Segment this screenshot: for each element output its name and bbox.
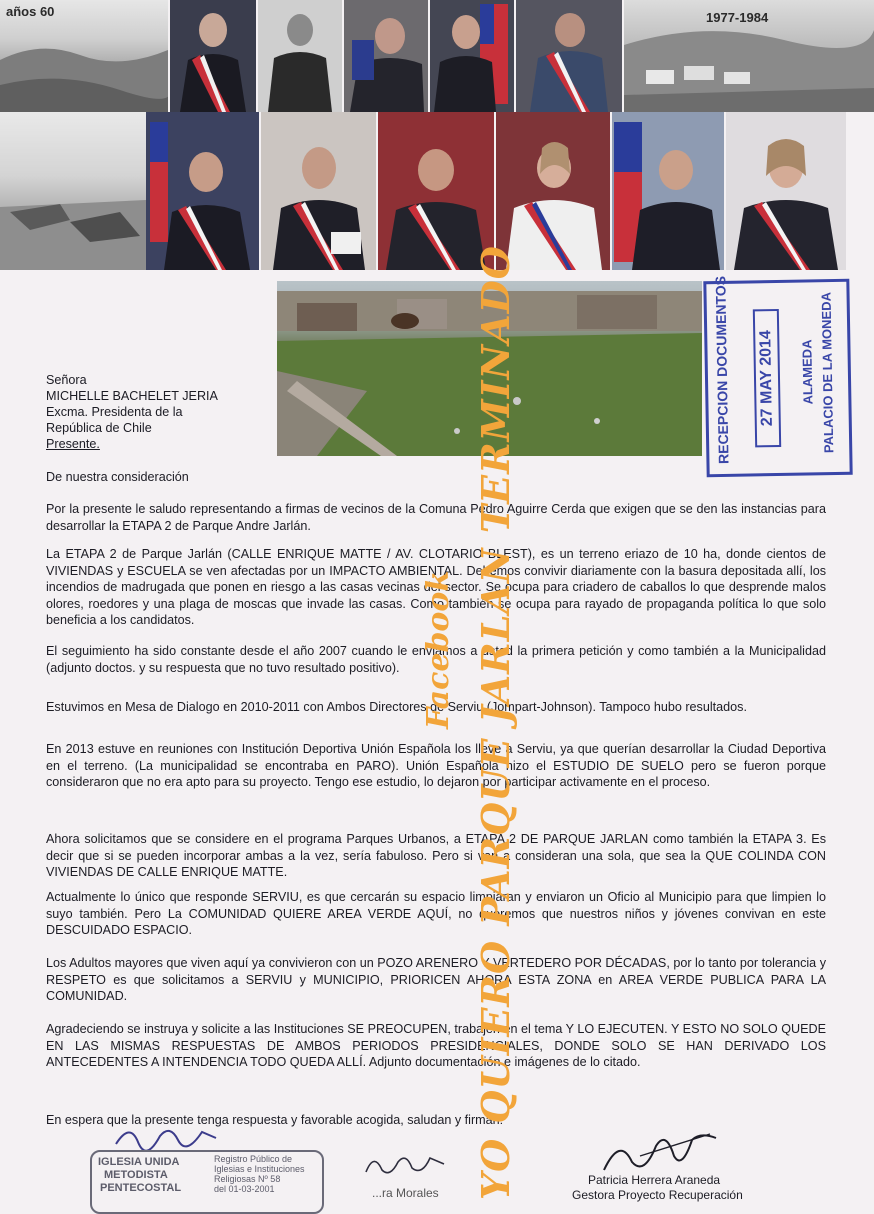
closing-line: En espera que la presente tenga respuesta y favorable acogida, saludan y firman: bbox=[46, 1113, 504, 1127]
addressee-title: Excma. Presidenta de la bbox=[46, 405, 183, 419]
paragraph-9: Agradeciendo se instruya y solicite a las Instituciones SE PREOCUPEN, trabajen en el tema Y LO EJECUTEN. Y ESTO NO SOLO QUEDE EN LAS MISMAS RESPUESTAS DE AMBOS PERIODOS PRESIDENCIALES, DONDE SOLO SE HAN DERIVADO LOS ANTECEDENTES A INTENDENCIA TODO QUEDA ALLÍ. Adjunto documentación e imágenes de lo citado. bbox=[46, 1022, 826, 1070]
stamp-palace: PALACIO DE LA MONEDA bbox=[818, 291, 837, 453]
signature-right bbox=[600, 1126, 720, 1176]
paragraph-7: Actualmente lo único que responde SERVIU, es que cercarán su espacio limpiaran y enviaron un Oficio al Municipio para que limpien lo suyo también. Pero La COMUNIDAD QUIERE AREA VERDE AQUÍ, no queremos que nuestros niños y jóvenes convivan en este DESCUIDADO ESPACIO. bbox=[46, 890, 826, 938]
president-portrait-2 bbox=[258, 0, 342, 112]
stamp-reception-label: RECEPCION DOCUMENTOS bbox=[712, 275, 732, 465]
signatory-middle-name: ...ra Morales bbox=[372, 1186, 439, 1200]
stamp-date: 27 MAY 2014 bbox=[753, 309, 781, 447]
president-portrait-1 bbox=[170, 0, 256, 112]
seal-registry-line-4: del 01-03-2001 bbox=[214, 1184, 275, 1194]
signatory-right-role: Gestora Proyecto Recuperación bbox=[572, 1188, 743, 1202]
paragraph-8: Los Adultos mayores que viven aquí ya convivieron con un POZO ARENERO Y VERTEDERO POR DÉCADAS, por lo tanto por tolerancia y RESPETO es que solicitamos a SERVIU y MUNICIPIO, PRIORICEN AHORA ESTA ZONA en AREA VERDE PUBLICA PARA LA COMUNIDAD. bbox=[46, 956, 826, 1004]
reception-stamp bbox=[703, 275, 852, 478]
seal-registry-line-2: Iglesias e Instituciones bbox=[214, 1164, 305, 1174]
seal-registry-line-3: Religiosas Nº 58 bbox=[214, 1174, 281, 1184]
addressee-name: MICHELLE BACHELET JERIA bbox=[46, 389, 218, 403]
paragraph-4: Estuvimos en Mesa de Dialogo en 2010-2011 con Ambos Directores de Serviu (Jompart-Johnson). Tampoco hubo resultados. bbox=[46, 700, 747, 714]
signature-left bbox=[112, 1118, 222, 1154]
president-portrait-7 bbox=[261, 112, 376, 270]
greeting: De nuestra consideración bbox=[46, 470, 189, 484]
president-portrait-3 bbox=[344, 0, 428, 112]
paragraph-3: El seguimiento ha sido constante desde el año 2007 cuando le enviamos a usted la primera petición y como también a la Municipalidad (adjunto doctos. y su respuesta que no tuvo resultado positivo). bbox=[46, 644, 826, 675]
signatory-right-name: Patricia Herrera Araneda bbox=[588, 1173, 721, 1187]
seal-org-line-2: METODISTA bbox=[104, 1169, 168, 1181]
overlay-slogan: YO QUIERO PARQUE JARLAN TERMINADO bbox=[473, 245, 518, 1200]
paragraph-5: En 2013 estuve en reuniones con Institución Deportiva Unión Española los lleve a Serviu, ya que querían desarrollar la Ciudad Deportiva en el terreno. (La municipalidad se encontraba en PARO). Unión Española hizo el ESTUDIO DE SUELO pero se fueron porque consideraron que no era apto para su proyecto. Tengo ese estudio, lo dejaron por participar activamente en el proceso. bbox=[46, 742, 826, 790]
address-salutation: Señora bbox=[46, 373, 87, 387]
seal-registry-line-1: Registro Público de bbox=[214, 1154, 293, 1164]
paragraph-6: Ahora solicitamos que se considere en el programa Parques Urbanos, a ETAPA 2 DE PARQUE JARLAN como también la ETAPA 3. Es decir que si se pueden incorporar ambas a la vez, sería fabuloso. Pero si van a consideran una sola, que sea la QUE COLINDA CON VIVIENDAS DE CALLE ENRIQUE MATTE. bbox=[46, 832, 826, 880]
president-portrait-6 bbox=[146, 112, 259, 270]
president-portrait-10 bbox=[612, 112, 724, 270]
president-portrait-11 bbox=[726, 112, 846, 270]
president-portrait-5 bbox=[516, 0, 622, 112]
seal-org-line-3: PENTECOSTAL bbox=[100, 1182, 182, 1194]
addressee-presente: Presente. bbox=[46, 437, 100, 451]
seal-org-line-1: IGLESIA UNIDA bbox=[98, 1156, 180, 1168]
president-portrait-4 bbox=[430, 0, 514, 112]
church-seal bbox=[90, 1150, 324, 1214]
era-left-label: años 60 bbox=[6, 4, 55, 19]
stamp-alameda: ALAMEDA bbox=[799, 339, 816, 406]
overlay-facebook: Facebook bbox=[421, 570, 456, 730]
paragraph-2: La ETAPA 2 de Parque Jarlán (CALLE ENRIQUE MATTE / AV. CLOTARIO BLEST), es un terreno eriazo de 10 ha, donde cientos de VIVIENDAS y ESCUELA se ven afectadas por un IMPACTO AMBIENTAL. Debemos convivir diariamente con la basura depositada allí, los incendios de madrugada que ponen en riesgo a las casas vecinas del sector. Se ocupa para criadero de caballos lo que desprende malos olores, roedores y una plaga de moscas que invade las casas. Como también se ocupa para rayado de propaganda política lo que solo beneficia a los candidatos. bbox=[46, 547, 826, 628]
paragraph-1: Por la presente le saludo representando a firmas de vecinos de la Comuna Pedro Aguirre Cerda que exigen que se den las instancias para desarrollar la ETAPA 2 de Parque Andre Jarlán. bbox=[46, 502, 826, 533]
signature-middle bbox=[360, 1148, 450, 1182]
landscape-photo-trash bbox=[0, 112, 146, 270]
era-right-label: 1977-1984 bbox=[706, 10, 769, 25]
addressee-country: República de Chile bbox=[46, 421, 152, 435]
